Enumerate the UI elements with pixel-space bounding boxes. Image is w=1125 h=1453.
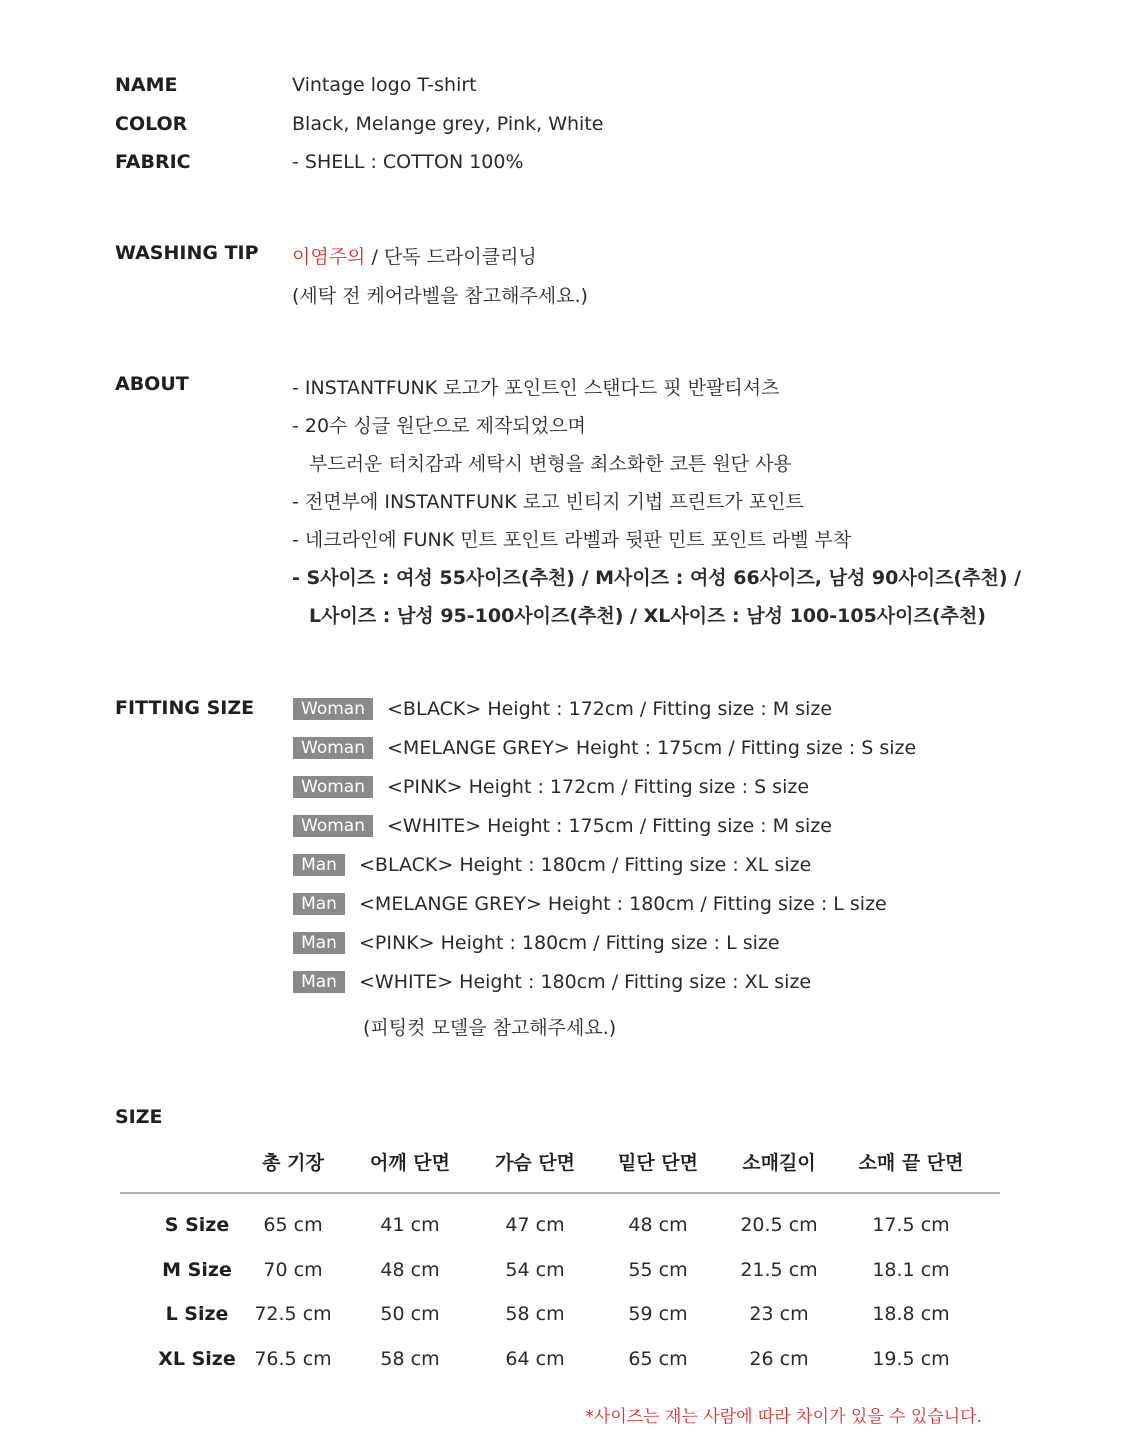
table-cell: 64 cm bbox=[505, 1348, 565, 1370]
table-cell: 47 cm bbox=[505, 1214, 565, 1236]
table-cell: 26 cm bbox=[749, 1348, 809, 1370]
fitting-text: <PINK> Height : 172cm / Fitting size : S size bbox=[387, 776, 810, 798]
column-header: 총 기장 bbox=[262, 1152, 324, 1174]
about-line-5: - 네크라인에 FUNK 민트 포인트 라벨과 뒷판 민트 포인트 라벨 부착 bbox=[292, 529, 852, 551]
table-cell: 65 cm bbox=[263, 1214, 323, 1236]
table-cell: 20.5 cm bbox=[740, 1214, 818, 1236]
washing-tip-line2: (세탁 전 케어라벨을 참고해주세요.) bbox=[292, 285, 588, 307]
name-value: Vintage logo T-shirt bbox=[292, 74, 477, 96]
man-badge: Man bbox=[293, 932, 345, 954]
column-header: 소매 끝 단면 bbox=[858, 1152, 964, 1174]
washing-warning: 이염주의 bbox=[292, 246, 366, 268]
fitting-text: <MELANGE GREY> Height : 175cm / Fitting size : S size bbox=[387, 737, 917, 759]
table-row bbox=[0, 1259, 1125, 1287]
table-cell: 76.5 cm bbox=[254, 1348, 332, 1370]
table-cell: 58 cm bbox=[505, 1303, 565, 1325]
washing-tip-line1 bbox=[292, 242, 537, 269]
fitting-row bbox=[293, 892, 887, 916]
size-table-header bbox=[0, 1148, 1125, 1176]
table-cell: 70 cm bbox=[263, 1259, 323, 1281]
row-header: L Size bbox=[165, 1303, 229, 1325]
fitting-text: <WHITE> Height : 175cm / Fitting size : M size bbox=[387, 815, 832, 837]
woman-badge: Woman bbox=[293, 815, 373, 837]
table-cell: 17.5 cm bbox=[872, 1214, 950, 1236]
column-header: 밑단 단면 bbox=[617, 1152, 699, 1174]
fitting-row bbox=[293, 697, 832, 721]
fitting-row bbox=[293, 814, 832, 838]
man-badge: Man bbox=[293, 854, 345, 876]
table-cell: 48 cm bbox=[628, 1214, 688, 1236]
size-label: SIZE bbox=[115, 1106, 163, 1128]
table-cell: 23 cm bbox=[749, 1303, 809, 1325]
table-row bbox=[0, 1348, 1125, 1376]
fitting-row bbox=[293, 970, 811, 994]
man-badge: Man bbox=[293, 971, 345, 993]
table-cell: 19.5 cm bbox=[872, 1348, 950, 1370]
table-cell: 65 cm bbox=[628, 1348, 688, 1370]
washing-tip-label: WASHING TIP bbox=[115, 242, 259, 264]
fitting-text: <BLACK> Height : 180cm / Fitting size : XL size bbox=[359, 854, 812, 876]
size-disclaimer: *사이즈는 재는 사람에 따라 차이가 있을 수 있습니다. bbox=[585, 1407, 982, 1427]
about-line-4: - 전면부에 INSTANTFUNK 로고 빈티지 기법 프린트가 포인트 bbox=[292, 491, 804, 513]
about-line-7: L사이즈 : 남성 95-100사이즈(추천) / XL사이즈 : 남성 100-105사이즈(추천) bbox=[309, 605, 986, 627]
table-cell: 58 cm bbox=[380, 1348, 440, 1370]
row-header: S Size bbox=[164, 1214, 230, 1236]
table-row bbox=[0, 1214, 1125, 1242]
table-cell: 72.5 cm bbox=[254, 1303, 332, 1325]
washing-instruction: / 단독 드라이클리닝 bbox=[365, 246, 537, 268]
table-cell: 48 cm bbox=[380, 1259, 440, 1281]
table-cell: 41 cm bbox=[380, 1214, 440, 1236]
table-row bbox=[0, 1303, 1125, 1331]
table-cell: 54 cm bbox=[505, 1259, 565, 1281]
table-cell: 55 cm bbox=[628, 1259, 688, 1281]
about-line-6: - S사이즈 : 여성 55사이즈(추천) / M사이즈 : 여성 66사이즈, 남성 90사이즈(추천) / bbox=[292, 567, 1022, 589]
name-label: NAME bbox=[115, 74, 178, 96]
color-value: Black, Melange grey, Pink, White bbox=[292, 113, 604, 135]
table-divider bbox=[120, 1192, 1000, 1194]
row-header: XL Size bbox=[158, 1348, 236, 1370]
table-cell: 18.1 cm bbox=[872, 1259, 950, 1281]
fitting-row bbox=[293, 736, 916, 760]
color-label: COLOR bbox=[115, 113, 188, 135]
column-header: 소매길이 bbox=[742, 1152, 816, 1174]
about-line-1: - INSTANTFUNK 로고가 포인트인 스탠다드 핏 반팔티셔츠 bbox=[292, 377, 780, 399]
fabric-label: FABRIC bbox=[115, 151, 191, 173]
woman-badge: Woman bbox=[293, 737, 373, 759]
fitting-text: <PINK> Height : 180cm / Fitting size : L size bbox=[359, 932, 780, 954]
about-line-3: 부드러운 터치감과 세탁시 변형을 최소화한 코튼 원단 사용 bbox=[309, 453, 792, 475]
fitting-text: <WHITE> Height : 180cm / Fitting size : XL size bbox=[359, 971, 812, 993]
about-line-2: - 20수 싱글 원단으로 제작되었으며 bbox=[292, 415, 586, 437]
table-cell: 18.8 cm bbox=[872, 1303, 950, 1325]
fitting-text: <MELANGE GREY> Height : 180cm / Fitting size : L size bbox=[359, 893, 887, 915]
woman-badge: Woman bbox=[293, 776, 373, 798]
man-badge: Man bbox=[293, 893, 345, 915]
table-cell: 50 cm bbox=[380, 1303, 440, 1325]
woman-badge: Woman bbox=[293, 698, 373, 720]
fitting-row bbox=[293, 931, 780, 955]
fitting-row bbox=[293, 775, 809, 799]
fitting-note: (피팅컷 모델을 참고해주세요.) bbox=[363, 1017, 617, 1039]
table-cell: 21.5 cm bbox=[740, 1259, 818, 1281]
fabric-value: - SHELL : COTTON 100% bbox=[292, 151, 524, 173]
fitting-row bbox=[293, 853, 811, 877]
fitting-size-label: FITTING SIZE bbox=[115, 697, 255, 719]
row-header: M Size bbox=[162, 1259, 232, 1281]
fitting-text: <BLACK> Height : 172cm / Fitting size : M size bbox=[387, 698, 833, 720]
column-header: 어깨 단면 bbox=[369, 1152, 451, 1174]
about-label: ABOUT bbox=[115, 373, 189, 395]
column-header: 가슴 단면 bbox=[494, 1152, 576, 1174]
table-cell: 59 cm bbox=[628, 1303, 688, 1325]
